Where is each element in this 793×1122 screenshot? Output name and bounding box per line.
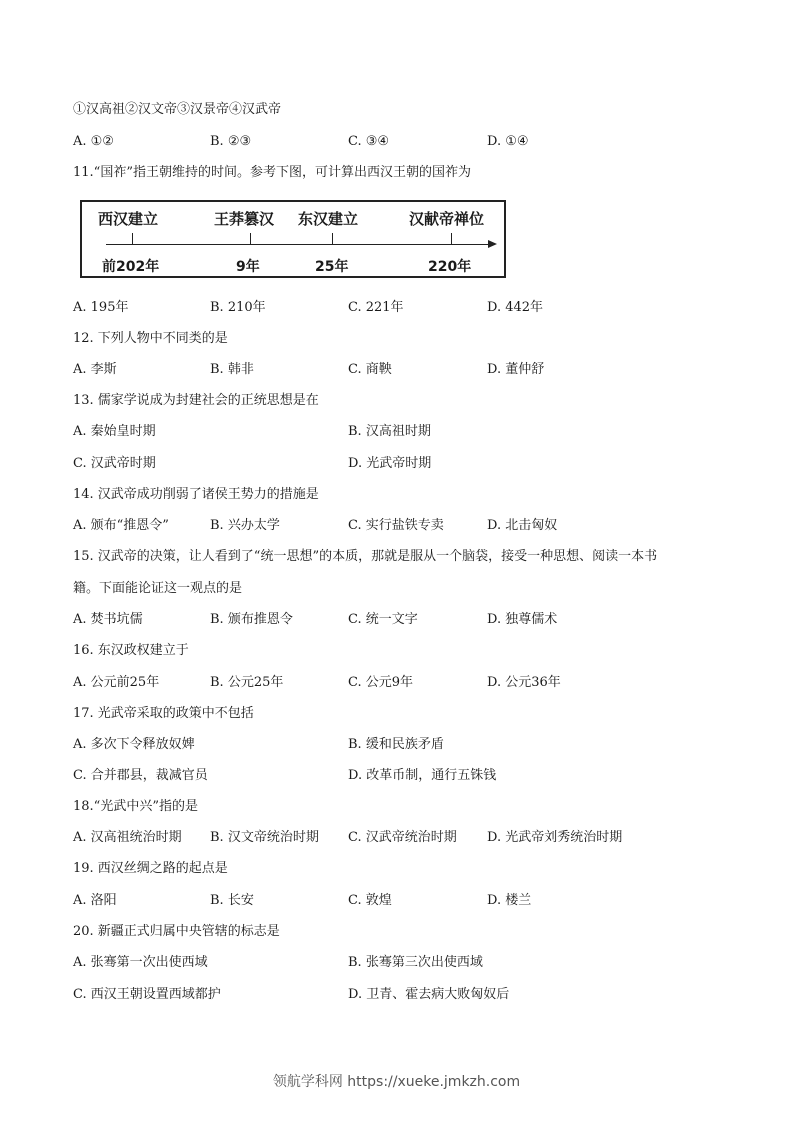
q15-option-c: C. 统一文字	[348, 612, 418, 627]
q10-option-d: D. ①④	[487, 134, 529, 149]
q10-items: ①汉高祖②汉文帝③汉景帝④汉武帝	[73, 102, 282, 117]
q19-option-b: B. 长安	[210, 893, 254, 908]
timeline-arrow-icon	[488, 240, 497, 248]
timeline-event-1: 西汉建立	[98, 210, 159, 228]
q20-option-b: B. 张骞第三次出使西域	[348, 955, 483, 970]
q15-stem-cont: 籍。下面能论证这一观点的是	[73, 581, 243, 596]
q18-stem: 18.“光武中兴”指的是	[73, 799, 198, 814]
q20-option-d: D. 卫青、霍去病大败匈奴后	[348, 987, 510, 1002]
timeline-event-4: 汉献帝禅位	[409, 210, 485, 228]
timeline-event-2: 王莽篡汉	[214, 210, 275, 228]
q15-option-b: B. 颁布推恩令	[210, 612, 293, 627]
q12-option-c: C. 商鞅	[348, 362, 392, 377]
q14-option-c: C. 实行盐铁专卖	[348, 518, 444, 533]
q13-option-d: D. 光武帝时期	[348, 456, 432, 471]
timeline-figure	[80, 200, 506, 278]
q18-option-a: A. 汉高祖统治时期	[73, 830, 182, 845]
q11-option-b: B. 210年	[210, 300, 266, 315]
q10-option-b: B. ②③	[210, 134, 252, 149]
q12-option-a: A. 李斯	[73, 362, 117, 377]
q10-option-c: C. ③④	[348, 134, 390, 149]
page-footer: 领航学科网 https://xueke.jmkzh.com	[272, 1074, 521, 1090]
q17-option-d: D. 改革币制，通行五铢钱	[348, 768, 497, 783]
timeline-year-1: 前202年	[102, 259, 160, 275]
q17-option-b: B. 缓和民族矛盾	[348, 737, 444, 752]
q17-option-a: A. 多次下令释放奴婢	[73, 737, 195, 752]
q19-option-a: A. 洛阳	[73, 893, 117, 908]
q14-option-d: D. 北击匈奴	[487, 518, 558, 533]
q18-option-b: B. 汉文帝统治时期	[210, 830, 319, 845]
q19-option-d: D. 楼兰	[487, 893, 532, 908]
q18-option-d: D. 光武帝刘秀统治时期	[487, 830, 623, 845]
q11-stem: 11.“国祚”指王朝维持的时间。参考下图，可计算出西汉王朝的国祚为	[73, 165, 471, 180]
q15-option-a: A. 焚书坑儒	[73, 612, 143, 627]
timeline-axis	[106, 244, 492, 245]
timeline-tick-1	[132, 233, 133, 245]
q12-option-d: D. 董仲舒	[487, 362, 545, 377]
timeline-tick-2	[250, 233, 251, 245]
q11-option-c: C. 221年	[348, 300, 404, 315]
q20-option-c: C. 西汉王朝设置西域都护	[73, 987, 221, 1002]
q15-option-d: D. 独尊儒术	[487, 612, 558, 627]
q14-stem: 14. 汉武帝成功削弱了诸侯王势力的措施是	[73, 487, 319, 502]
q20-option-a: A. 张骞第一次出使西域	[73, 955, 208, 970]
timeline-year-4: 220年	[428, 259, 472, 275]
q13-option-a: A. 秦始皇时期	[73, 424, 156, 439]
q14-option-a: A. 颁布“推恩令”	[73, 518, 169, 533]
q11-option-a: A. 195年	[73, 300, 129, 315]
timeline-event-3: 东汉建立	[298, 210, 359, 228]
q16-option-b: B. 公元25年	[210, 675, 284, 690]
timeline-year-3: 25年	[315, 259, 349, 275]
q13-option-c: C. 汉武帝时期	[73, 456, 156, 471]
q17-stem: 17. 光武帝采取的政策中不包括	[73, 706, 254, 721]
q12-stem: 12. 下列人物中不同类的是	[73, 331, 228, 346]
q20-stem: 20. 新疆正式归属中央管辖的标志是	[73, 924, 280, 939]
q18-option-c: C. 汉武帝统治时期	[348, 830, 457, 845]
q19-stem: 19. 西汉丝绸之路的起点是	[73, 861, 228, 876]
q16-stem: 16. 东汉政权建立于	[73, 643, 189, 658]
q19-option-c: C. 敦煌	[348, 893, 392, 908]
q16-option-c: C. 公元9年	[348, 675, 414, 690]
timeline-tick-4	[451, 233, 452, 245]
q10-option-a: A. ①②	[73, 134, 114, 149]
q16-option-d: D. 公元36年	[487, 675, 561, 690]
q11-option-d: D. 442年	[487, 300, 544, 315]
q13-stem: 13. 儒家学说成为封建社会的正统思想是在	[73, 393, 319, 408]
q13-option-b: B. 汉高祖时期	[348, 424, 431, 439]
q15-stem: 15. 汉武帝的决策，让人看到了“统一思想”的本质，那就是服从一个脑袋，接受一种思想、阅读一本书	[73, 549, 658, 564]
q12-option-b: B. 韩非	[210, 362, 254, 377]
timeline-year-2: 9年	[236, 259, 260, 275]
q17-option-c: C. 合并郡县，裁减官员	[73, 768, 208, 783]
q14-option-b: B. 兴办太学	[210, 518, 280, 533]
timeline-tick-3	[332, 233, 333, 245]
q16-option-a: A. 公元前25年	[73, 675, 160, 690]
